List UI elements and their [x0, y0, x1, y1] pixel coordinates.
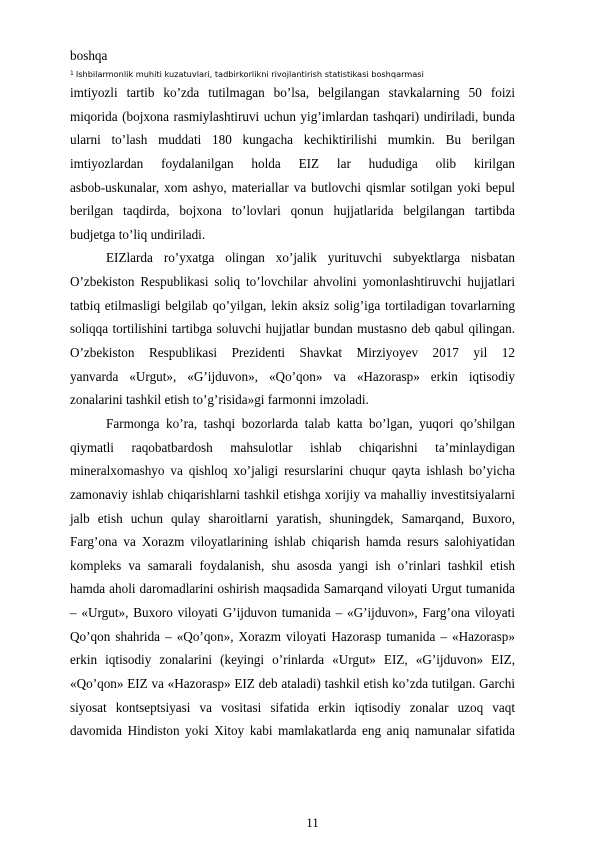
footnote-text: Ishbilarmonlik muhiti kuzatuvlari, tadbirkorlikni rivojlantirish statistikasi boshqarmasi: [75, 69, 424, 79]
paragraph-line: miqorida (bojxona rasmiylashtiruvi uchun yig’imlardan tashqari) undiriladi, bunda: [70, 108, 515, 124]
paragraph-line: erkin iqtisodiy zonalarini (keyingi o’rinlarda «Urgut» EIZ, «G’ijduvon» EIZ,: [70, 652, 515, 668]
paragraph-line: kompleks va samarali foydalanish, shu asosda yangi ish o’rinlari tashkil etish: [70, 557, 515, 573]
paragraph-line: siyosat kontseptsiyasi va vositasi sifatida erkin iqtisodiy zonalar uzoq vaqt: [70, 699, 515, 715]
paragraph-line: Farmonga ko’ra, tashqi bozorlarda talab katta bo’lgan, yuqori qo’shilgan: [106, 415, 515, 431]
paragraph-line: Qo’qon shahrida – «Qo’qon», Xorazm viloyati Hazorasp tumanida – «Hazorasp»: [70, 628, 515, 644]
paragraph-3: [70, 412, 515, 743]
paragraph-line: «Qo’qon» EIZ va «Hazorasp» EIZ deb ataladi) tashkil etish ko’zda tutilgan. Garchi: [70, 676, 515, 692]
footnote-marker: 1: [70, 70, 74, 77]
paragraph-line: berilgan taqdirda, bojxona to’lovlari qonun hujjatlarida belgilangan tartibda: [70, 203, 515, 219]
paragraph-line: budjetga to’liq undiriladi.: [70, 226, 206, 242]
paragraph-line: imtiyozli tartib ko’zda tutilmagan bo’lsa, belgilangan stavkalarning 50 foizi: [70, 85, 515, 100]
paragraph-line: asbob-uskunalar, xom ashyo, materiallar va butlovchi qismlar sotilgan yoki bepul: [70, 179, 515, 195]
paragraph-line: hamda aholi daromadlarini oshirish maqsadida Samarqand viloyati Urgut tumanida: [70, 581, 515, 597]
paragraph-line: EIZlarda ro’yxatga olingan xo’jalik yurituvchi subyektlarga nisbatan: [106, 250, 515, 266]
paragraph-line: zamonaviy ishlab chiqarishlarni tashkil etishga xorijiy va mahalliy investitsiyalarni: [70, 486, 515, 502]
paragraph-line: jalb etish uchun qulay sharoitlarni yaratish, shuningdek, Samarqand, Buxoro,: [70, 510, 515, 526]
paragraph-line: imtiyozlardan foydalanilgan holda EIZ lar hududiga olib kirilgan: [70, 155, 515, 171]
paragraph-line: mineralxomashyo va qishloq xo’jaligi resurslarini chuqur qayta ishlash bo’yicha: [70, 463, 515, 479]
document-page: [70, 46, 515, 743]
paragraph-2: [70, 246, 515, 411]
top-word: boshqa: [70, 48, 108, 63]
footnote: [70, 66, 515, 81]
paragraph-line: soliqqa tortilishini tartibga soluvchi hujjatlar bundan mustasno deb qabul qilingan.: [70, 321, 515, 337]
page-number: 11: [306, 815, 319, 830]
paragraph-line: qiymatli raqobatbardosh mahsulotlar ishlab chiqarishni ta’minlaydigan: [70, 439, 515, 455]
paragraph-line: O’zbekiston Respublikasi soliq to’lovchilar ahvolini yomonlashtiruvchi hujjatlari: [70, 274, 515, 290]
paragraph-line: O’zbekiston Respublikasi Prezidenti Shavkat Mirziyoyev 2017 yil 12: [70, 345, 515, 361]
paragraph-1: [70, 81, 515, 246]
paragraph-line: yanvarda «Urgut», «G’ijduvon», «Qo’qon» va «Hazorasp» erkin iqtisodiy: [70, 368, 515, 384]
paragraph-line: ularni to’lash muddati 180 kungacha kechiktirilishi mumkin. Bu berilgan: [70, 132, 515, 148]
paragraph-line: – «Urgut», Buxoro viloyati G’ijduvon tumanida – «G’ijduvon», Farg’ona viloyati: [70, 605, 515, 621]
paragraph-line: davomida Hindiston yoki Xitoy kabi mamlakatlarda eng aniq namunalar sifatida: [70, 723, 515, 739]
paragraph-line: zonalarini tashkil etish to’g’risida»gi farmonni imzoladi.: [70, 392, 369, 408]
paragraph-line: Farg’ona va Xorazm viloyatlarining ishlab chiqarish hamda resurs salohiyatidan: [70, 534, 515, 550]
paragraph-line: tatbiq etilmasligi belgilab qo’yilgan, lekin aksiz solig’iga tortiladigan tovarlarning: [70, 297, 515, 313]
